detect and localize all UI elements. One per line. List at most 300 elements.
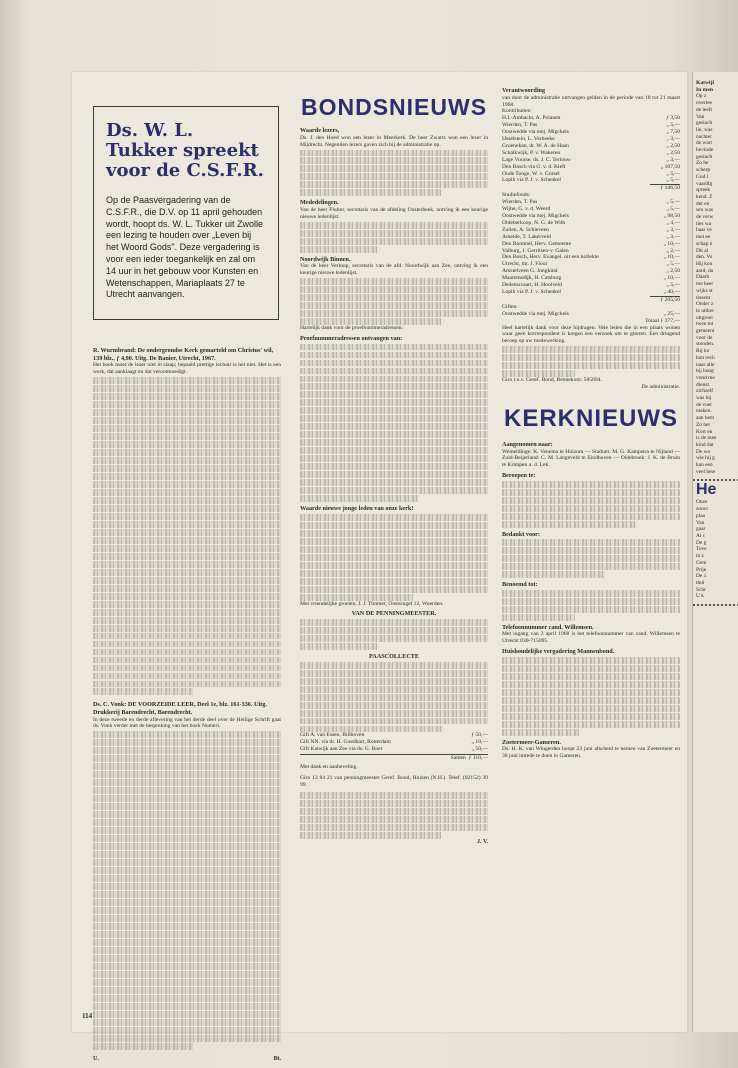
gifts-total-row <box>300 754 488 762</box>
contribution-row <box>502 136 680 143</box>
illegible-text-line <box>93 931 281 938</box>
left-column <box>72 72 300 1062</box>
illegible-text-line <box>300 710 488 717</box>
contribution-value: „ 5,— <box>666 122 680 129</box>
illegible-text-line <box>300 463 488 470</box>
study-value: „ 3,— <box>666 233 680 240</box>
illegible-text-line <box>300 222 488 229</box>
illegible-text-line <box>93 1035 281 1042</box>
neighbor-word: de warr <box>696 140 713 147</box>
illegible-text-line <box>300 368 488 375</box>
illegible-text-line <box>300 694 488 701</box>
study-label: Dedemsvaart, H. Hoolveld <box>502 282 562 289</box>
study-label: Oldeberkoop, N. G. de With <box>502 219 566 226</box>
illegible-text-line <box>93 417 281 424</box>
illegible-text-line <box>300 238 488 245</box>
study-label: Utrecht, mr. J. Floor <box>502 261 548 268</box>
illegible-text-line <box>300 800 488 807</box>
study-total: ƒ 205,50 <box>650 296 680 304</box>
grand-total-row <box>502 318 680 325</box>
illegible-text-line <box>93 899 281 906</box>
k3-body <box>502 539 680 578</box>
sec2-heading: Mededelingen. <box>300 199 339 207</box>
thanks-body <box>502 346 680 377</box>
illegible-text-line <box>93 489 281 496</box>
illegible-text-line <box>93 819 281 826</box>
illegible-text-line <box>93 545 281 552</box>
neighbor-word: Tove <box>696 546 707 553</box>
neighbor-word: scherp <box>696 167 711 174</box>
illegible-text-line <box>300 310 488 317</box>
illegible-text-line <box>93 377 281 384</box>
contribution-label: Lopik via P. J. v. Schenkel <box>502 177 561 184</box>
study-value: „ 3,— <box>666 226 680 233</box>
k7-lead: Ds. H. K. van Wingerden hoopt 23 juni afscheid te nemen van Zoetermeer en 30 juni intrede te doen in Gameren. <box>502 746 680 760</box>
contribution-row <box>502 164 680 171</box>
contribution-value: ƒ 3,50 <box>666 115 680 122</box>
illegible-text-line <box>300 578 488 585</box>
k1-lead: Wemeldinge: K. Venema te Huizum — Stadum: M. G. Kampstra te Nijland — Zuid-Beijerland: C. M. Langeveld te Eindhoven — Oldebroek: J. K. de Bruin te Krimpen a. d. Lek. <box>502 448 680 469</box>
illegible-text-line <box>300 302 488 309</box>
illegible-text-line <box>93 497 281 504</box>
illegible-text-line <box>93 779 281 786</box>
k5-lead: Met ingang van 2 april 1968 is het telefoonnummer van cand. Willemsen te Utrecht 030-715095. <box>502 631 680 645</box>
sec6-body <box>300 619 488 650</box>
gift-label: Gift NN. via dr. H. Goedhart, Rotterdam <box>300 739 391 746</box>
illegible-text-line <box>93 537 281 544</box>
illegible-text-line <box>502 721 680 728</box>
neighbor-word: thui <box>696 579 705 586</box>
illegible-text-line <box>300 383 488 390</box>
neighbor-words <box>693 93 738 475</box>
giro-line: Giro 13 84 21 van penningmeester Geref. Bond, Huizen (N.H.). Telef. (02152) 39 99. <box>300 775 488 788</box>
illegible-text-line <box>502 614 575 621</box>
review-signoff <box>93 1056 281 1062</box>
neighbor-word: gesiach <box>696 153 713 160</box>
illegible-text-line <box>300 376 488 383</box>
illegible-text-line <box>300 246 377 253</box>
neighbor-word: stonden. <box>696 341 715 348</box>
study-row <box>502 199 680 206</box>
review2-body <box>93 731 281 1049</box>
illegible-text-line <box>93 673 281 680</box>
illegible-text-line <box>93 617 281 624</box>
illegible-text-line <box>502 606 680 613</box>
illegible-text-line <box>300 808 488 815</box>
gift-label: Gift Katwijk aan Zee via ds. G. Boer <box>300 746 383 753</box>
neighbor-word: kend. Z <box>696 193 713 200</box>
neighbor-word: dienst. <box>696 381 711 388</box>
illegible-text-line <box>300 415 488 422</box>
study-row <box>502 275 680 282</box>
neighbor-word: in z <box>696 553 704 560</box>
gift-line <box>502 311 680 318</box>
illegible-text-line <box>93 875 281 882</box>
illegible-text-line <box>300 157 488 164</box>
review1-lead: Het boek moet de lezer niet in slaap; bepaald prettige lectuur is het niet. Het is een werk, dat aanklaagt en dat verootmoedigt. <box>93 362 281 376</box>
illegible-text-line <box>502 729 579 736</box>
illegible-text-line <box>93 681 281 688</box>
grand-total: ƒ 377,— <box>660 317 680 324</box>
illegible-text-line <box>300 792 488 799</box>
illegible-text-line <box>93 657 281 664</box>
illegible-text-line <box>93 771 281 778</box>
illegible-text-line <box>502 681 680 688</box>
study-row <box>502 289 680 296</box>
study-row <box>502 282 680 289</box>
k1-heading: Aangenomen naar: <box>502 440 553 448</box>
middle-column <box>300 94 488 845</box>
study-value: „ 2,50 <box>666 268 680 275</box>
illegible-text-line <box>93 859 281 866</box>
sec2-lead: Van de heer Fluiter, secretaris van de afdeling Oosterbeek, ontving ik een keurige nieuwe ledenlijst. <box>300 206 488 220</box>
neighbor-word: God l <box>696 173 709 180</box>
illegible-text-line <box>93 1043 193 1050</box>
neighbor-word: le uitbre <box>696 307 714 314</box>
illegible-text-line <box>93 641 281 648</box>
illegible-text-line <box>93 907 281 914</box>
illegible-text-line <box>93 867 281 874</box>
illegible-text-line <box>502 370 575 377</box>
neighbor-word: Zo het <box>696 421 710 428</box>
neighbor-word: spreek <box>696 187 711 194</box>
contribution-row <box>502 143 680 150</box>
contribution-row <box>502 115 680 122</box>
contribution-row <box>502 157 680 164</box>
k4-heading: Benoemd tot: <box>502 581 538 589</box>
neighbor-word: der en <box>696 200 710 207</box>
sec5-signature: Met vriendelijke groeten, J. J. Timmer, Oostsingel 12, Woerden. <box>300 600 444 607</box>
illegible-text-line <box>300 678 488 685</box>
closing-body <box>300 792 488 839</box>
illegible-text-line <box>300 399 488 406</box>
illegible-text-line <box>300 471 488 478</box>
study-row <box>502 268 680 275</box>
illegible-text-line <box>300 514 488 521</box>
initial: U. <box>93 1055 99 1062</box>
k4-body <box>502 590 680 621</box>
sec5-heading: Waarde nieuwe jonge leden van onze kerk! <box>300 505 414 513</box>
neighbor-word: Op z <box>696 93 707 100</box>
illegible-text-line <box>300 643 377 650</box>
study-row <box>502 254 680 261</box>
k5-heading: Telefoonnummer cand. Willemsen. <box>502 623 594 631</box>
neighbor-word: met ee <box>696 234 711 241</box>
study-value: „ 2,— <box>666 247 680 254</box>
illegible-text-line <box>93 883 281 890</box>
neighbor-subheading: In men <box>696 86 713 93</box>
neighbor-word: kind dat <box>696 441 714 448</box>
illegible-text-line <box>502 705 680 712</box>
neighbor-word: hun rech <box>696 354 715 361</box>
illegible-text-line <box>93 625 281 632</box>
neighbor-word: lie, was <box>696 126 713 133</box>
review2-heading: Ds. C. Vonk: DE VOORZEIDE LEER, Deel 1e, blz. 161-336. Uitg. Drukkerij Barendrecht, Barendrecht. <box>93 701 267 716</box>
study-value: „ 98,50 <box>663 213 680 219</box>
review2-lead: In deze tweede en derde aflevering van het derde deel over de Heilige Schrift gaat ds. Vonk verder met de bespreking van het boek Numeri. <box>93 716 281 730</box>
study-row <box>502 261 680 268</box>
neighbor-lower-words <box>693 499 738 600</box>
contribution-value: „ 107,50 <box>660 163 680 170</box>
illegible-text-line <box>93 529 281 536</box>
neighbor-word: maken. <box>696 408 712 415</box>
admin-signature: De administratie. <box>641 384 680 391</box>
sec6-heading: VAN DE PENNINGMEESTER. <box>351 610 437 618</box>
illegible-text-line <box>300 546 488 553</box>
illegible-text-line <box>300 522 488 529</box>
neighbor-word: Gem <box>696 559 707 566</box>
neighbor-word: Schr <box>696 586 706 593</box>
illegible-text-line <box>93 465 281 472</box>
neighbor-word: plaa <box>696 512 705 519</box>
study-label: Maartensdijk, H. Catsburg <box>502 275 562 282</box>
study-value: „ 10,— <box>663 254 680 261</box>
illegible-text-line <box>93 449 281 456</box>
illegible-text-line <box>300 352 488 359</box>
illegible-text-line <box>502 481 680 488</box>
magazine-page <box>72 72 687 1062</box>
illegible-text-line <box>93 409 281 416</box>
neighbor-word: wie hij g <box>696 455 715 462</box>
illegible-text-line <box>93 747 281 754</box>
neighbor-word: naar alle <box>696 361 715 368</box>
neighbor-word: uitgroei <box>696 314 713 321</box>
illegible-text-line <box>93 393 281 400</box>
study-value: „ 4,— <box>666 219 680 226</box>
study-label: Den Bosch, Herv. Evangel. uit een kollekte <box>502 254 599 261</box>
illegible-text-line <box>93 987 281 994</box>
gift-value: „ 50,— <box>471 746 488 753</box>
neighbor-word: Van <box>696 519 705 526</box>
contribution-label: Schalkwijk, P. v. Wakeren <box>502 149 561 156</box>
contribution-label: Groenekan, dr. W. A. de Haan <box>502 142 569 149</box>
illegible-text-line <box>300 627 488 634</box>
illegible-text-line <box>93 433 281 440</box>
thanks-text: Heel hartelijk dank voor deze bijdragen. Vele leden die in een plaats wonen waar geen korrespondent is kregen een verzoek om te gireren. Een dringend beroep op uw medewerking. <box>502 324 680 345</box>
thanks-line: Met dank en aanbeveling. <box>300 764 358 771</box>
neighbor-word: is de mee <box>696 435 717 442</box>
neighbor-word: zichzelf <box>696 388 714 395</box>
illegible-text-line <box>502 521 636 528</box>
study-label: Amstelveen G. Jongkind <box>502 268 558 275</box>
reviews <box>93 344 281 1062</box>
signature: Bt. <box>273 1055 281 1062</box>
announcement-box <box>93 106 279 320</box>
sec1-heading: Waarde lezers, <box>300 127 340 134</box>
neighbor-word: Bij ko <box>696 348 710 355</box>
closing-signature: J. V. <box>477 838 488 845</box>
neighbor-word: ties wa <box>696 220 712 227</box>
illegible-text-line <box>300 230 488 237</box>
illegible-text-line <box>300 816 488 823</box>
study-total-row <box>502 296 680 304</box>
illegible-text-line <box>502 571 605 578</box>
illegible-text-line <box>93 739 281 746</box>
neighbor-word: was hij <box>696 395 712 402</box>
illegible-text-line <box>300 726 443 733</box>
illegible-text-line <box>502 697 680 704</box>
contribution-label: Oude Tonge, W. v. Gorsel <box>502 170 560 177</box>
study-label: Wijhe, G. v. d. Weerd <box>502 206 551 213</box>
contribution-value: „ 3,— <box>666 156 680 163</box>
illegible-text-line <box>93 939 281 946</box>
box-body: Op de Paasvergadering van de C.S.F.R., die D.V. op 11 april gehouden wordt, hoopt ds. W. L. Tukker uit Zwolle een lezing te houden over „Leven bij het Woord Gods". Deze vergadering is voor een ieder toegankelijk en zal om 14 uur in het gebouw voor Kunsten en Wetenschappen, Mariaplaats 27 te Utrecht aanvangen. <box>106 195 264 300</box>
illegible-text-line <box>93 441 281 448</box>
neighbor-word: Van <box>696 113 705 120</box>
illegible-text-line <box>300 360 488 367</box>
page-number: 114 <box>82 1012 93 1020</box>
illegible-text-line <box>502 598 680 605</box>
illegible-text-line <box>300 702 488 709</box>
neighbor-word: den. Vo <box>696 254 713 261</box>
illegible-text-line <box>502 362 680 369</box>
verantwoording-lead: van door de administratie ontvangen gelden in de periode van 18 tot 21 maart 1968. <box>502 94 680 108</box>
illegible-text-line <box>93 971 281 978</box>
illegible-text-line <box>93 385 281 392</box>
study-value: „ 5,— <box>666 206 680 213</box>
gifts-heading: Giften: <box>502 303 518 310</box>
neighbor-word: gaar <box>696 526 706 533</box>
illegible-text-line <box>93 795 281 802</box>
gift-line-value: „ 25,— <box>663 310 680 317</box>
neighbor-word: aard, da <box>696 267 714 274</box>
neighbor-word: vaardig <box>696 180 713 187</box>
illegible-text-line <box>93 915 281 922</box>
study-value: „ 5,— <box>666 199 680 206</box>
illegible-text-line <box>300 423 488 430</box>
neighbor-word: Dit al <box>696 247 709 254</box>
gift-label: Gift A. van Essen, Billhoven <box>300 732 365 739</box>
illegible-text-line <box>300 832 441 839</box>
neighbor-word: Hij kon <box>696 260 713 267</box>
study-value: „ 10,— <box>663 275 680 282</box>
illegible-text-line <box>300 439 488 446</box>
illegible-text-line <box>502 539 680 546</box>
illegible-text-line <box>502 689 680 696</box>
illegible-text-line <box>502 555 680 562</box>
neighbor-word: voor de <box>696 334 713 341</box>
illegible-text-line <box>300 635 488 642</box>
neighbor-dotted-rule-bottom <box>693 604 738 606</box>
illegible-text-line <box>300 189 441 196</box>
study-value: „ 40,— <box>663 288 680 295</box>
illegible-text-line <box>93 995 281 1002</box>
illegible-text-line <box>300 165 488 172</box>
illegible-text-line <box>93 955 281 962</box>
contribution-label: Lage Vuurse, ds. J. C. Terlouw <box>502 156 571 163</box>
illegible-text-line <box>93 835 281 842</box>
neighbor-word: nachter <box>696 133 712 140</box>
illegible-text-line <box>93 473 281 480</box>
illegible-text-line <box>300 586 488 593</box>
illegible-text-line <box>300 554 488 561</box>
illegible-text-line <box>93 425 281 432</box>
k7-heading: Zoetermeer-Gameren. <box>502 738 561 746</box>
neighbor-word: bevinde <box>696 147 714 154</box>
contribution-value: „ 2,50 <box>666 142 680 149</box>
review1-body <box>93 377 281 695</box>
neighbor-word: De 1 <box>696 573 707 580</box>
study-row <box>502 234 680 241</box>
illegible-text-line <box>93 891 281 898</box>
illegible-text-line <box>502 346 680 353</box>
neighbor-word: gemeent <box>696 328 715 335</box>
neighbor-word: Daarb <box>696 274 710 281</box>
illegible-text-line <box>300 538 488 545</box>
study-row <box>502 213 680 220</box>
illegible-text-line <box>93 763 281 770</box>
contribution-value: „ 2,50 <box>666 149 680 156</box>
neighbor-word: Onder z <box>696 301 714 308</box>
illegible-text-line <box>300 662 488 669</box>
sec4-heading: Proefnummeradressen ontvangen van: <box>300 334 403 342</box>
k2-heading: Beroepen te: <box>502 472 536 480</box>
gift-value: „ 10,— <box>471 739 488 746</box>
sec2-body <box>300 222 488 253</box>
study-label: Lopik via P. J. v. Schenkel <box>502 288 561 295</box>
study-row <box>502 220 680 227</box>
illegible-text-line <box>300 181 488 188</box>
k6-body <box>502 657 680 736</box>
neighbor-word: Al c <box>696 533 706 539</box>
sec5-body <box>300 514 488 601</box>
sec3-end: Hartelijk dank voor de proefnummeradressen. <box>300 324 403 331</box>
neighbor-word: Zo he <box>696 160 709 167</box>
neighbor-word: Onze <box>696 499 708 506</box>
gift-line-label: Oostwedde via mej. Migchels <box>502 310 569 317</box>
illegible-text-line <box>93 827 281 834</box>
neighbor-word: De wo <box>696 448 711 455</box>
study-row <box>502 241 680 248</box>
contribution-value: „ 5,— <box>666 177 680 184</box>
illegible-text-line <box>300 718 488 725</box>
contributions-list <box>502 115 680 184</box>
study-label: Oostwedde via mej. Migchels <box>502 213 569 219</box>
neighbor-top <box>693 72 738 475</box>
illegible-text-line <box>300 479 488 486</box>
study-value: „ 5,— <box>666 261 680 268</box>
study-list <box>502 199 680 296</box>
neighbor-word: de verw <box>696 214 714 221</box>
illegible-text-line <box>502 505 680 512</box>
neighbor-word: veel bete <box>696 468 716 475</box>
study-heading: Studiefonds: <box>502 192 531 199</box>
illegible-text-line <box>93 577 281 584</box>
illegible-text-line <box>93 923 281 930</box>
box-title: Ds. W. L. Tukker spreekt voor de C.S.F.R. <box>106 120 264 181</box>
contribution-row <box>502 129 680 136</box>
neighbor-word: me heer <box>696 281 714 288</box>
illegible-text-line <box>502 513 680 520</box>
illegible-text-line <box>93 811 281 818</box>
contribution-label: IJsselstein, L. Verbeeke <box>502 136 555 143</box>
illegible-text-line <box>93 601 281 608</box>
neighbor-word: Kort en <box>696 428 713 435</box>
neighbor-page-edge <box>692 72 738 1032</box>
illegible-text-line <box>300 824 488 831</box>
illegible-text-line <box>93 731 281 738</box>
illegible-text-line <box>93 1011 281 1018</box>
k6-heading: Huishoudelijke vergadering Mannenbond. <box>502 648 615 656</box>
sec1-lead: Ds. J. den Hoed won een lezer in Meerkerk. De heer Zwarts won een lezer in Mijdrecht. Negentien lezers gaven zich bij de administratie op. <box>300 134 488 148</box>
contribution-row <box>502 177 680 184</box>
sec7-body <box>300 662 488 733</box>
illegible-text-line <box>300 391 488 398</box>
sec3-lead: Van de heer Verloop, secretaris van de afd. Noordwijk aan Zee, ontving ik een keurige nieuwe ledenlijst. <box>300 263 488 277</box>
neighbor-word: De g <box>696 539 707 546</box>
neighbor-word: aan hem <box>696 415 715 422</box>
illegible-text-line <box>300 562 488 569</box>
